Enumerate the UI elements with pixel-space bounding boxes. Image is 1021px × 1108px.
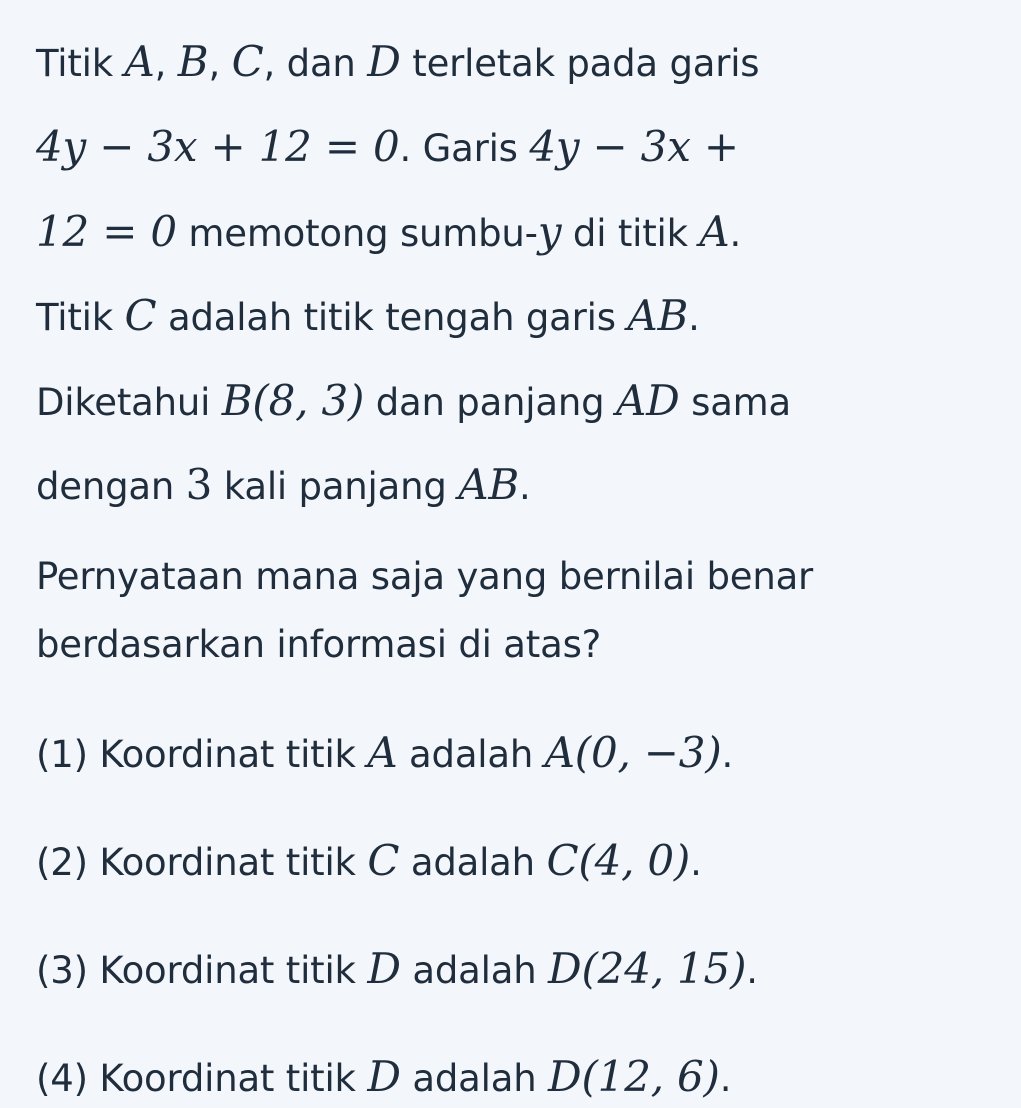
- math-var-d: D: [367, 1052, 401, 1101]
- line-equation-part: 12 = 0: [36, 207, 177, 256]
- text: di titik: [561, 212, 700, 255]
- text: Diketahui: [36, 381, 222, 424]
- text: .: [719, 1057, 732, 1100]
- text: . Garis: [399, 127, 530, 170]
- math-var-b: B: [177, 37, 209, 86]
- option-coordinate: A(0, −3): [544, 728, 722, 777]
- text: .: [690, 841, 702, 884]
- math-var-a: A: [367, 728, 398, 777]
- line-equation: 4y − 3x + 12 = 0: [36, 122, 400, 171]
- math-var-a: A: [124, 37, 155, 86]
- problem-line-4: [36, 288, 700, 344]
- text: adalah titik tengah garis: [156, 296, 628, 339]
- question-line-1: Pernyataan mana saja yang bernilai benar: [36, 555, 814, 598]
- problem-line-6: [36, 457, 531, 513]
- text: adalah: [399, 841, 547, 884]
- problem-line-3: [36, 204, 741, 260]
- text: adalah: [397, 733, 545, 776]
- option-coordinate: D(12, 6): [548, 1052, 720, 1101]
- problem-line-1: [36, 34, 759, 90]
- math-segment-ad: AD: [615, 376, 680, 425]
- text: ,: [154, 42, 178, 85]
- text: adalah: [400, 949, 549, 992]
- math-var-c: C: [124, 291, 157, 340]
- text: Titik: [36, 296, 125, 339]
- text: kali panjang: [212, 465, 459, 508]
- option-coordinate: D(24, 15): [548, 944, 747, 993]
- math-var-d: D: [367, 37, 401, 86]
- problem-line-5: [36, 373, 791, 429]
- text: memotong sumbu-: [176, 212, 538, 255]
- math-var-y: y: [537, 207, 562, 256]
- math-var-c: C: [231, 37, 264, 86]
- point-b-coordinate: B(8, 3): [221, 376, 365, 425]
- option-3: [36, 941, 758, 997]
- option-1: [36, 725, 733, 781]
- option-label: (2) Koordinat titik: [36, 841, 368, 884]
- text: dengan: [36, 465, 186, 508]
- math-number: 3: [185, 460, 213, 509]
- math-segment-ab: AB: [627, 291, 689, 340]
- text: .: [729, 212, 742, 255]
- option-4: [36, 1049, 731, 1105]
- option-coordinate: C(4, 0): [546, 836, 691, 885]
- math-segment-ab: AB: [458, 460, 519, 509]
- math-var-a: A: [699, 207, 730, 256]
- text: .: [519, 465, 531, 508]
- text: , dan: [263, 42, 368, 85]
- text: terletak pada garis: [400, 42, 760, 85]
- math-var-c: C: [367, 836, 400, 885]
- text: .: [721, 733, 734, 776]
- text: .: [746, 949, 758, 992]
- option-label: (1) Koordinat titik: [36, 733, 368, 776]
- text: dan panjang: [364, 381, 616, 424]
- math-var-d: D: [367, 944, 401, 993]
- option-label: (4) Koordinat titik: [36, 1057, 368, 1100]
- option-label: (3) Koordinat titik: [36, 949, 368, 992]
- problem-line-2: [36, 119, 739, 175]
- option-2: [36, 833, 702, 889]
- line-equation-part: 4y − 3x +: [529, 122, 739, 171]
- text: Titik: [36, 42, 125, 85]
- question-line-2: berdasarkan informasi di atas?: [36, 623, 602, 666]
- text: adalah: [400, 1057, 549, 1100]
- text: ,: [208, 42, 232, 85]
- text: sama: [679, 381, 791, 424]
- text: .: [688, 296, 700, 339]
